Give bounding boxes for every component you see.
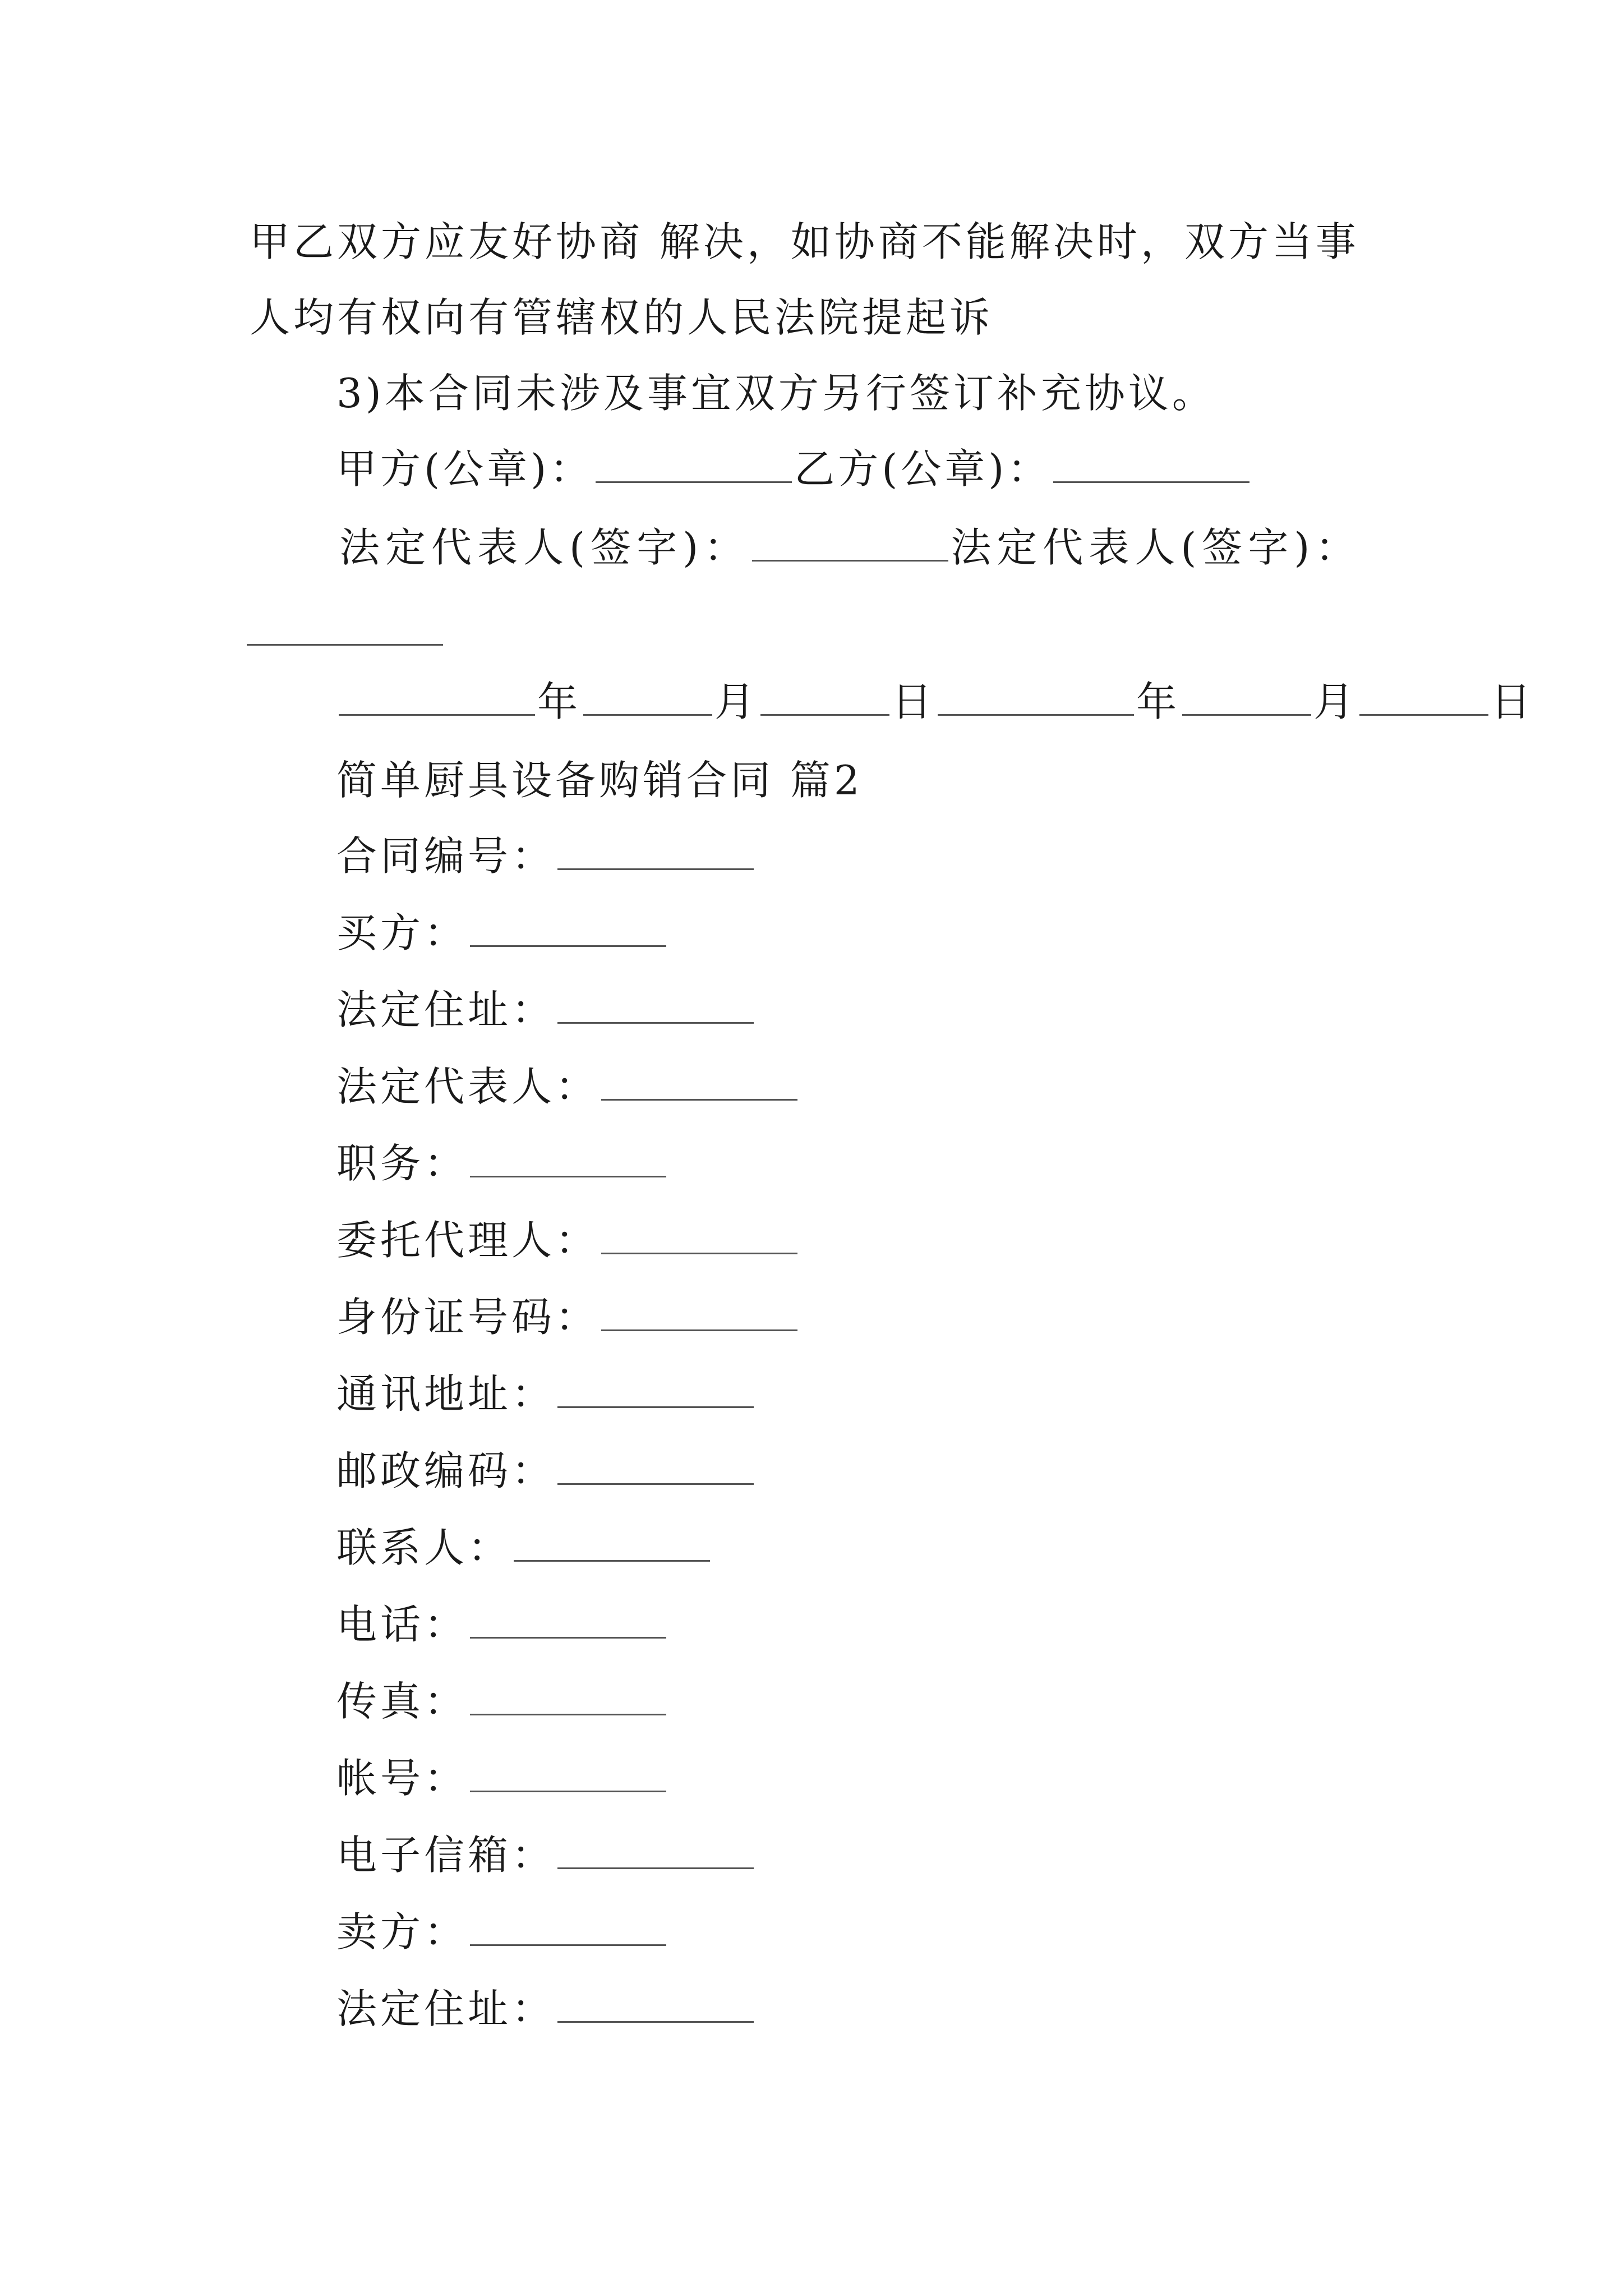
party-a-seal-blank[interactable] [596,450,792,483]
date-row [336,678,1535,725]
party-b-seal-label: 乙方(公章)： [794,445,1052,493]
field-row [336,1140,668,1187]
field-label: 委托代理人： [336,1217,600,1264]
year-blank-2[interactable] [938,683,1134,716]
party-b-rep-label: 法定代表人(签字)： [951,524,1362,571]
seal-row [336,445,1252,493]
field-blank[interactable] [470,914,666,947]
field-row [336,1678,668,1725]
field-blank[interactable] [557,991,754,1024]
paragraph-line-1: 甲乙双方应友好协商 解决，如协商不能解决时，双方当事 [250,218,1359,265]
day-blank-2[interactable] [1359,683,1488,716]
field-blank[interactable] [601,1298,797,1331]
field-label: 职务： [336,1140,468,1187]
month-label-2: 月 [1313,678,1358,725]
field-label: 电子信箱： [336,1832,556,1879]
field-blank[interactable] [470,1913,666,1946]
field-row [336,909,668,956]
field-blank[interactable] [470,1759,666,1792]
party-b-rep-blank[interactable] [247,644,443,646]
field-label: 联系人： [336,1524,512,1571]
field-label: 法定代表人： [336,1063,600,1110]
year-blank-1[interactable] [339,683,535,716]
party-a-rep-label: 法定代表人(签字)： [339,524,750,571]
field-label: 买方： [336,909,468,956]
clause-3: 3)本合同未涉及事宜双方另行签订补充协议。 [336,370,1216,417]
field-row [336,832,756,880]
paragraph-line-2: 人均有权向有管辖权的人民法院提起诉 [250,294,994,341]
field-row [336,1294,800,1341]
field-row [336,1755,668,1802]
day-blank-1[interactable] [760,683,889,716]
field-blank[interactable] [557,1375,754,1408]
field-blank[interactable] [470,1144,666,1177]
field-blank[interactable] [557,1452,754,1485]
field-label: 合同编号： [336,832,556,880]
field-label: 卖方： [336,1908,468,1955]
field-label: 帐号： [336,1755,468,1802]
month-blank-2[interactable] [1182,683,1311,716]
field-row [336,1908,668,1955]
field-blank[interactable] [601,1068,797,1101]
field-row [336,1370,756,1418]
field-label: 身份证号码： [336,1294,600,1341]
field-row [336,1217,800,1264]
field-row [336,1447,756,1494]
field-blank[interactable] [470,1605,666,1639]
field-row [336,1524,712,1571]
year-label-2: 年 [1136,678,1181,725]
field-label: 法定住址： [336,986,556,1033]
section-title: 简单厨具设备购销合同 篇2 [336,757,863,804]
field-row [336,1985,756,2032]
field-blank[interactable] [514,1529,710,1562]
field-label: 邮政编码： [336,1447,556,1494]
party-b-seal-blank[interactable] [1053,450,1249,483]
field-label: 通讯地址： [336,1370,556,1418]
day-label-2: 日 [1491,678,1535,725]
representative-row [339,524,1362,571]
field-label: 传真： [336,1678,468,1725]
month-blank-1[interactable] [583,683,712,716]
field-label: 法定住址： [336,1985,556,2032]
field-blank[interactable] [601,1221,797,1254]
field-blank[interactable] [557,1990,754,2023]
party-a-seal-label: 甲方(公章)： [336,445,594,493]
party-a-rep-blank[interactable] [752,528,948,562]
field-row [336,1832,756,1879]
field-blank[interactable] [557,837,754,870]
field-row [336,1063,800,1110]
field-row [336,986,756,1033]
field-label: 电话： [336,1601,468,1648]
year-label-1: 年 [537,678,582,725]
month-label-1: 月 [714,678,759,725]
field-row [336,1601,668,1648]
day-label-1: 日 [892,678,936,725]
field-blank[interactable] [557,1836,754,1869]
field-blank[interactable] [470,1682,666,1715]
